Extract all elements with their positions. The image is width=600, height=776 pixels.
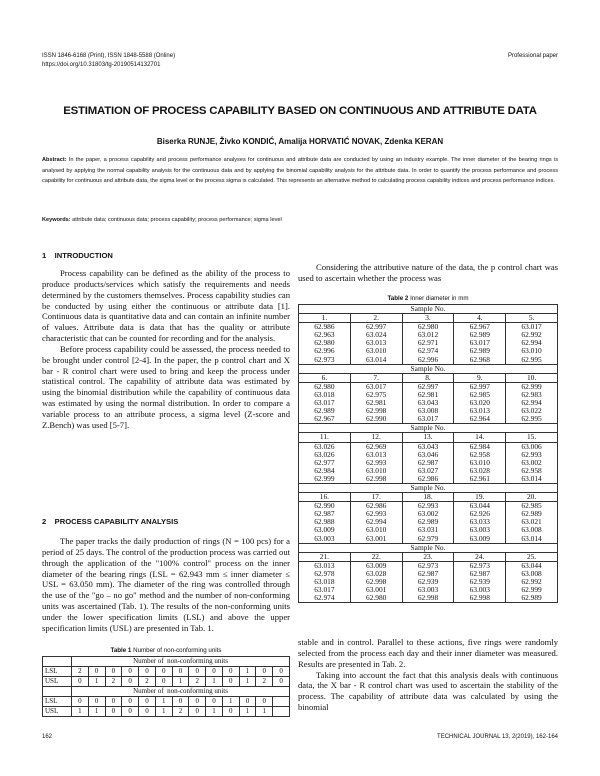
- cell: 0: [139, 707, 156, 717]
- row-label: USL: [43, 677, 72, 687]
- cell: 63.017: [299, 586, 351, 594]
- cell: 63.026: [299, 451, 351, 459]
- cell: 1: [239, 677, 256, 687]
- cell: 62.989: [402, 518, 454, 526]
- cell: 0: [172, 697, 189, 707]
- sample-number: 7.: [350, 373, 402, 382]
- cell: 0: [122, 677, 139, 687]
- group-header: Sample No.: [299, 364, 558, 373]
- cell: 62.975: [350, 391, 402, 399]
- abstract-label: Abstract:: [42, 157, 67, 163]
- issn: ISSN 1846-6168 (Print), ISSN 1848-5588 (Online): [42, 53, 176, 59]
- cell: 62.968: [454, 356, 506, 365]
- cell: 2: [189, 677, 206, 687]
- cell: 2: [256, 677, 273, 687]
- cell: 62.926: [454, 510, 506, 518]
- sample-number: 17.: [350, 493, 402, 502]
- cell: 63.003: [454, 586, 506, 594]
- cell: 63.017: [454, 339, 506, 347]
- cell: 62.971: [402, 339, 454, 347]
- cell: 62.992: [506, 331, 558, 339]
- cell: 62.993: [350, 510, 402, 518]
- cell: 63.013: [299, 561, 351, 570]
- row-label: USL: [43, 707, 72, 717]
- cell: 63.017: [402, 415, 454, 424]
- cell: 62.981: [350, 399, 402, 407]
- cell: 63.013: [350, 451, 402, 459]
- cell: 62.984: [299, 467, 351, 475]
- cell: 62.986: [402, 475, 454, 484]
- cell: 0: [239, 697, 256, 707]
- caption-text: Number of non-conforming units: [131, 647, 222, 654]
- cell: 1: [239, 667, 256, 677]
- cell: 0: [222, 667, 239, 677]
- cell: 62.999: [299, 475, 351, 484]
- cell: 62.997: [454, 382, 506, 391]
- cell: 62.994: [506, 399, 558, 407]
- cell: 1: [256, 707, 273, 717]
- cell: 62.939: [454, 578, 506, 586]
- sample-number: 12.: [350, 433, 402, 442]
- sample-number-row: [299, 552, 558, 561]
- cell: 62.995: [506, 415, 558, 424]
- keywords: [42, 217, 558, 223]
- cell: 62.989: [299, 407, 351, 415]
- table-inner-diameter: [298, 304, 558, 603]
- cell: 62.963: [299, 331, 351, 339]
- cell: 62.989: [506, 510, 558, 518]
- sample-number: 14.: [454, 433, 506, 442]
- cell: 62.989: [454, 331, 506, 339]
- cell: 62.958: [454, 451, 506, 459]
- cell: 0: [105, 667, 122, 677]
- cell: 62.980: [350, 594, 402, 603]
- cell: 1: [239, 707, 256, 717]
- cell: 63.010: [350, 467, 402, 475]
- cell: 63.017: [506, 323, 558, 332]
- cell: 62.996: [402, 356, 454, 365]
- cell: 0: [256, 697, 273, 707]
- cell: 63.033: [454, 518, 506, 526]
- cell: 63.018: [299, 391, 351, 399]
- sample-number-row: [299, 373, 558, 382]
- cell: 62.979: [402, 535, 454, 544]
- cell: 63.028: [350, 570, 402, 578]
- empty-cell: [43, 687, 72, 697]
- keywords-text: attribute data; continuous data; process capability; process performance; sigma level: [70, 217, 282, 223]
- cell: 62.987: [299, 510, 351, 518]
- sample-number: 3.: [402, 314, 454, 323]
- page-number: 162: [42, 734, 53, 740]
- cell: 62.973: [299, 356, 351, 365]
- cell: 62.995: [506, 356, 558, 365]
- doi: https://doi.org/10.31803/tg-20190514132701: [42, 62, 161, 68]
- cell: 63.017: [350, 382, 402, 391]
- table-row: [43, 697, 290, 707]
- table-row: [299, 535, 558, 544]
- sample-number: 13.: [402, 433, 454, 442]
- cell: 62.994: [350, 518, 402, 526]
- sample-number: 22.: [350, 552, 402, 561]
- cell: 62.985: [506, 502, 558, 511]
- cell: 63.014: [350, 356, 402, 365]
- group-header: Sample No.: [299, 305, 558, 314]
- row-label: LSL: [43, 667, 72, 677]
- group-header: Sample No.: [299, 543, 558, 552]
- cell: [273, 707, 290, 717]
- cell: 62.977: [299, 459, 351, 467]
- sample-number: 20.: [506, 493, 558, 502]
- sample-number: 10.: [506, 373, 558, 382]
- cell: 63.020: [454, 399, 506, 407]
- sample-number-row: [299, 433, 558, 442]
- sample-number: 9.: [454, 373, 506, 382]
- cell: 62.989: [454, 347, 506, 355]
- sample-number: 18.: [402, 493, 454, 502]
- caption-label: Table 1: [110, 647, 132, 654]
- header-meta: [42, 52, 175, 70]
- cell: 0: [88, 667, 105, 677]
- cell: 63.006: [506, 442, 558, 451]
- cell: 62.990: [299, 502, 351, 511]
- table2-caption: [298, 295, 558, 302]
- cell: 62.983: [506, 391, 558, 399]
- cell: 62.994: [506, 339, 558, 347]
- group-header-row: [43, 657, 290, 667]
- cell: 1: [206, 707, 223, 717]
- cell: 62.999: [506, 586, 558, 594]
- cell: 63.024: [350, 331, 402, 339]
- section2-body: [42, 536, 290, 634]
- sample-number: 5.: [506, 314, 558, 323]
- caption-label: Table 2: [387, 295, 409, 302]
- cell: 1: [206, 677, 223, 687]
- table-non-conforming-units: [42, 656, 290, 717]
- cell: 63.046: [402, 451, 454, 459]
- sample-number: 15.: [506, 433, 558, 442]
- cell: 62.973: [454, 561, 506, 570]
- paragraph: stable and in control. Parallel to these actions, five rings were randomly selected from the process each day and their inner diameter was measured. Results are presented in Tab. 2.: [298, 637, 558, 669]
- sample-number: 19.: [454, 493, 506, 502]
- cell: 1: [155, 707, 172, 717]
- cell: 62.958: [506, 467, 558, 475]
- group-header: Number of non-conforming units: [72, 687, 290, 697]
- cell: 62.967: [454, 323, 506, 332]
- authors: Biserka RUNJE, Živko KONDIĆ, Amalija HORVATIĆ NOVAK, Zdenka KERAN: [156, 137, 444, 146]
- cell: 0: [206, 667, 223, 677]
- table1-caption: [42, 647, 290, 654]
- cell: 0: [256, 667, 273, 677]
- journal-footer: TECHNICAL JOURNAL 13, 2(2019), 162-164: [437, 734, 558, 740]
- cell: 62.967: [299, 415, 351, 424]
- cell: 1: [155, 697, 172, 707]
- cell: 1: [88, 677, 105, 687]
- cell: 63.043: [402, 442, 454, 451]
- caption-text: Inner diameter in mm: [408, 295, 469, 302]
- cell: 63.043: [402, 399, 454, 407]
- paragraph: Process capability can be defined as the ability of the process to produce products/services which satisfy the requirements and needs determined by the customers themselves. Process capability studies can be conducted by using either the continuous or attribute data [1]. Continuous data is quantitative data and can contain an infinite number of values. Attribute data is data that has the quality or attribute characteristic that can be counted for recording and for the analysis.: [42, 268, 290, 344]
- cell: 63.002: [402, 510, 454, 518]
- cell: 63.021: [506, 518, 558, 526]
- cell: 0: [122, 707, 139, 717]
- group-header-row: [299, 364, 558, 373]
- cell: 0: [222, 707, 239, 717]
- cell: 62.986: [350, 502, 402, 511]
- cell: 0: [139, 697, 156, 707]
- cell: 63.018: [299, 578, 351, 586]
- cell: 2: [172, 707, 189, 717]
- cell: 62.987: [402, 459, 454, 467]
- cell: 0: [172, 667, 189, 677]
- sample-number: 6.: [299, 373, 351, 382]
- cell: 2: [105, 677, 122, 687]
- cell: 62.969: [350, 442, 402, 451]
- cell: 62.988: [299, 518, 351, 526]
- cell: 62.974: [402, 347, 454, 355]
- cell: 2: [139, 677, 156, 687]
- cell: 62.997: [402, 382, 454, 391]
- paragraph: The paper tracks the daily production of rings (N = 100 pcs) for a period of 25 days. The control of the production process was carried out through the application of the "100% control" process on the inner diameter of the bearing rings (LSL = 62.943 mm ≤ inner diameter ≤ USL = 63.050 mm). The diameter of the ring was controlled through the use of the "go – no go" method and the number of non-conforming units was ascertained (Tab. 1). The results of the non-conforming units under the lower specification limits (LSL) and above the upper specification limits (USL) are presented in Tab. 1.: [42, 536, 290, 633]
- cell: 62.986: [299, 323, 351, 332]
- cell: 62.998: [350, 407, 402, 415]
- cell: 62.973: [402, 561, 454, 570]
- cell: 63.014: [506, 475, 558, 484]
- paragraph: Considering the attributive nature of the data, the p control chart was used to ascertain whether the process was: [298, 262, 558, 283]
- cell: 62.964: [454, 415, 506, 424]
- cell: 0: [273, 677, 290, 687]
- cell: 62.999: [506, 382, 558, 391]
- cell: 63.001: [350, 535, 402, 544]
- cell: 63.027: [402, 467, 454, 475]
- paper-type: Professional paper: [507, 53, 558, 59]
- cell: 0: [88, 697, 105, 707]
- cell: 62.996: [299, 347, 351, 355]
- cell: 63.009: [350, 561, 402, 570]
- group-header-row: [299, 543, 558, 552]
- cell: 63.017: [299, 399, 351, 407]
- cell: 0: [155, 667, 172, 677]
- cell: 62.992: [506, 578, 558, 586]
- cell: 63.003: [454, 526, 506, 534]
- cell: 63.031: [402, 526, 454, 534]
- table-row: [43, 677, 290, 687]
- cell: 62.993: [402, 502, 454, 511]
- cell: 63.010: [350, 526, 402, 534]
- cell: 63.001: [350, 586, 402, 594]
- sample-number: 23.: [402, 552, 454, 561]
- cell: 0: [189, 707, 206, 717]
- cell: 62.998: [350, 475, 402, 484]
- cell: 63.008: [506, 570, 558, 578]
- cell: 62.939: [402, 578, 454, 586]
- cell: 62.998: [454, 594, 506, 603]
- cell: 0: [72, 677, 89, 687]
- cell: 62.993: [506, 451, 558, 459]
- row-label: LSL: [43, 697, 72, 707]
- cell: 62.998: [402, 594, 454, 603]
- table-row: [299, 356, 558, 365]
- cell: 0: [155, 677, 172, 687]
- sample-number: 21.: [299, 552, 351, 561]
- cell: 62.978: [299, 570, 351, 578]
- cell: 1: [88, 707, 105, 717]
- group-header: Sample No.: [299, 424, 558, 433]
- cell: 62.989: [506, 594, 558, 603]
- cell: 62.980: [402, 323, 454, 332]
- cell: 63.003: [402, 586, 454, 594]
- group-header: Number of non-conforming units: [72, 657, 290, 667]
- cell: 63.022: [506, 407, 558, 415]
- cell: 62.993: [350, 459, 402, 467]
- cell: 0: [139, 667, 156, 677]
- cell: 63.010: [350, 347, 402, 355]
- cell: 0: [122, 697, 139, 707]
- table-row: [43, 667, 290, 677]
- right-after: [298, 637, 558, 713]
- cell: 1: [172, 677, 189, 687]
- cell: 62.985: [454, 391, 506, 399]
- abstract-text: In the paper, a process capability and process performance analyses for continuous and attribute data are conducted by using an industry example. The inner diameter of the bearing rings is analysed by applying the normal capability analysis for the continuous data and by applying the binomial capability analysis for the attribute data. In order to quantify the process performance and process capability for continuous and attribute data, the sigma level or the process sigma is calculated. This represents an alternative method to calculating process capability indices and process performance indices.: [42, 157, 558, 185]
- sample-number: 1.: [299, 314, 351, 323]
- cell: 62.998: [350, 578, 402, 586]
- paragraph: Taking into account the fact that this analysis deals with continuous data, the X bar - R control chart was used to ascertain the stability of the process. The capability of attribute data was calculated by using the binomial: [298, 669, 558, 713]
- cell: 0: [273, 667, 290, 677]
- cell: 0: [105, 707, 122, 717]
- cell: 62.997: [350, 323, 402, 332]
- keywords-label: Keywords:: [42, 217, 71, 223]
- sample-number: 8.: [402, 373, 454, 382]
- sample-number: 2.: [350, 314, 402, 323]
- group-header: Sample No.: [299, 483, 558, 492]
- cell: 0: [222, 677, 239, 687]
- sample-number: 16.: [299, 493, 351, 502]
- right-intro: [298, 262, 558, 284]
- cell: 1: [72, 707, 89, 717]
- table-row: [43, 707, 290, 717]
- cell: 0: [189, 697, 206, 707]
- sample-number: 25.: [506, 552, 558, 561]
- cell: 0: [189, 667, 206, 677]
- cell: 63.002: [506, 459, 558, 467]
- cell: 63.013: [350, 339, 402, 347]
- sample-number: 24.: [454, 552, 506, 561]
- cell: 0: [105, 697, 122, 707]
- cell: 63.003: [299, 535, 351, 544]
- cell: 63.026: [299, 442, 351, 451]
- group-header-row: [43, 687, 290, 697]
- cell: 63.008: [402, 407, 454, 415]
- table-row: [299, 594, 558, 603]
- cell: 62.981: [402, 391, 454, 399]
- cell: 62.990: [350, 415, 402, 424]
- cell: 63.009: [299, 526, 351, 534]
- cell: 62.984: [454, 442, 506, 451]
- cell: 63.013: [454, 407, 506, 415]
- cell: 2: [72, 667, 89, 677]
- cell: 63.010: [506, 347, 558, 355]
- empty-cell: [43, 657, 72, 667]
- cell: 0: [206, 697, 223, 707]
- cell: 1: [222, 697, 239, 707]
- cell: 0: [72, 697, 89, 707]
- section-heading-process-capability: 2 PROCESS CAPABILITY ANALYSIS: [42, 517, 179, 526]
- cell: 63.012: [402, 331, 454, 339]
- cell: 62.980: [299, 339, 351, 347]
- sample-number: 4.: [454, 314, 506, 323]
- cell: [273, 697, 290, 707]
- cell: 63.010: [454, 459, 506, 467]
- cell: 63.044: [506, 561, 558, 570]
- introduction-body: [42, 268, 290, 431]
- cell: 62.987: [402, 570, 454, 578]
- cell: 63.009: [454, 535, 506, 544]
- paper-title: ESTIMATION OF PROCESS CAPABILITY BASED ON CONTINUOUS AND ATTRIBUTE DATA: [63, 105, 537, 117]
- cell: 0: [122, 667, 139, 677]
- cell: 63.028: [454, 467, 506, 475]
- section-heading-introduction: 1 INTRODUCTION: [42, 251, 113, 260]
- sample-number: 11.: [299, 433, 351, 442]
- cell: 63.044: [454, 502, 506, 511]
- cell: 63.008: [506, 526, 558, 534]
- abstract: [42, 155, 558, 187]
- cell: 62.987: [454, 570, 506, 578]
- paragraph: Before process capability could be assessed, the process needed to be brought under control [2-4]. In the paper, the p control chart and X bar - R control chart were used to bring and keep the process under statistical control. The capability of attribute data was estimated by using the binomial distribution while the capability of continuous data was estimated by using the normal distribution. In order to compare a variable process to an attribute process, a sigma level (Z-score and Z.Bench) was used [5-7].: [42, 343, 290, 430]
- cell: 63.014: [506, 535, 558, 544]
- cell: 62.961: [454, 475, 506, 484]
- cell: 62.974: [299, 594, 351, 603]
- cell: 62.980: [299, 382, 351, 391]
